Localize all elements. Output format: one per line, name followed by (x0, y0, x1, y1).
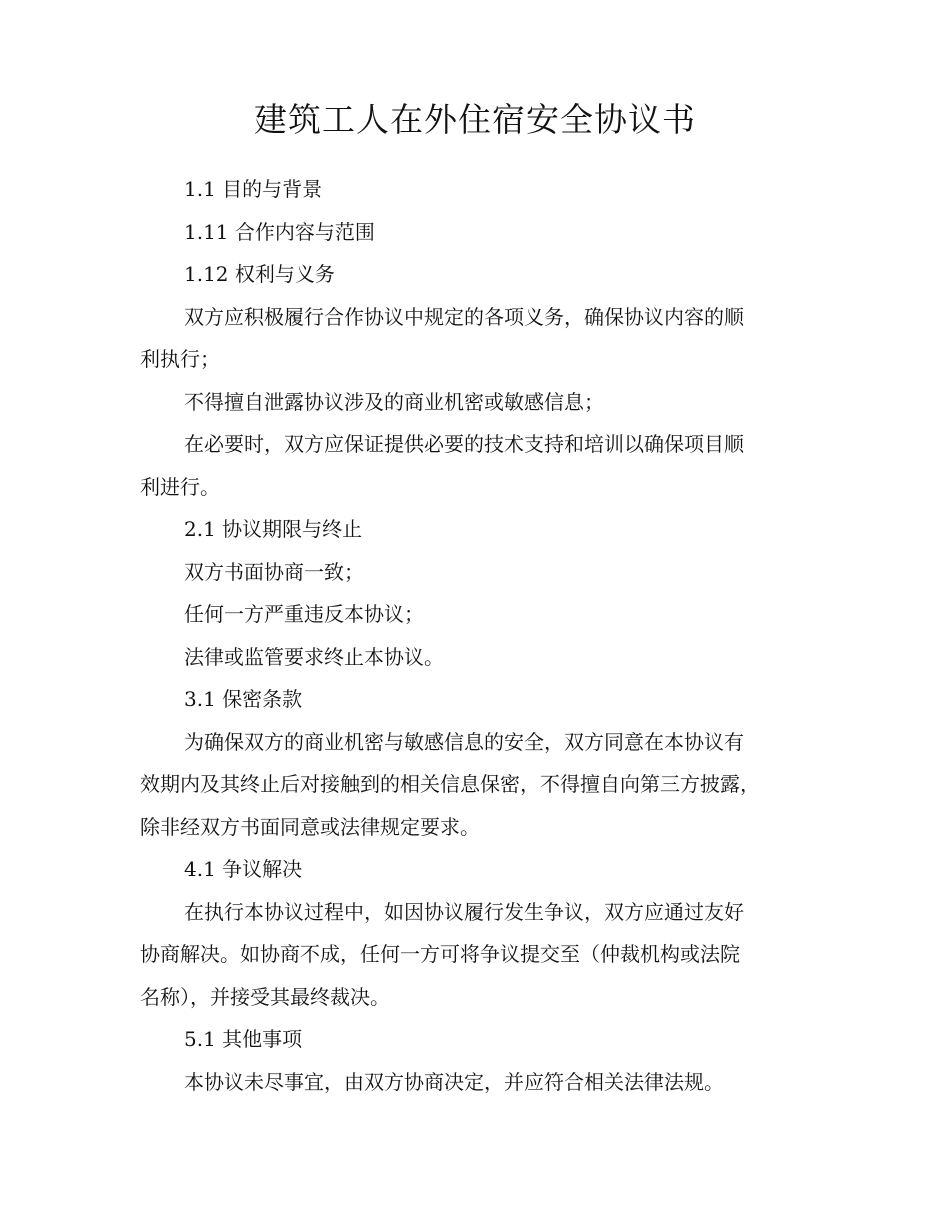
document-line: 效期内及其终止后对接触到的相关信息保密，不得擅自向第三方披露， (140, 772, 760, 796)
document-line: 4.1 争议解决 (184, 857, 303, 881)
document-line: 利执行； (140, 347, 220, 371)
document-line: 为确保双方的商业机密与敏感信息的安全，双方同意在本协议有 (184, 729, 744, 754)
document-line: 本协议未尽事宜，由双方协商决定，并应符合相关法律法规。 (184, 1069, 724, 1094)
document-line: 名称），并接受其最终裁决。 (140, 984, 390, 1009)
document-line: 协商解决。如协商不成，任何一方可将争议提交至（仲裁机构或法院 (140, 942, 740, 966)
document-line: 双方书面协商一致； (184, 559, 364, 584)
document-line: 利进行。 (140, 474, 220, 499)
document-line: 任何一方严重违反本协议； (184, 602, 424, 626)
document-line: 在执行本协议过程中，如因协议履行发生争议，双方应通过友好 (184, 899, 744, 924)
document-line: 1.12 权利与义务 (184, 262, 335, 286)
document-line: 双方应积极履行合作协议中规定的各项义务，确保协议内容的顺 (184, 304, 744, 329)
document-line: 1.1 目的与背景 (184, 177, 323, 201)
document-line: 2.1 协议期限与终止 (184, 517, 363, 541)
document-line: 除非经双方书面同意或法律规定要求。 (140, 814, 480, 839)
document-title: 建筑工人在外住宿安全协议书 (254, 100, 696, 139)
document-line: 3.1 保密条款 (184, 687, 303, 711)
document-line: 法律或监管要求终止本协议。 (184, 644, 444, 669)
document-line: 5.1 其他事项 (184, 1027, 303, 1051)
document-body (140, 168, 830, 1103)
document-line: 不得擅自泄露协议涉及的商业机密或敏感信息； (184, 389, 604, 414)
document-line: 1.11 合作内容与范围 (184, 219, 375, 244)
document-line: 在必要时，双方应保证提供必要的技术支持和培训以确保项目顺 (184, 432, 744, 456)
